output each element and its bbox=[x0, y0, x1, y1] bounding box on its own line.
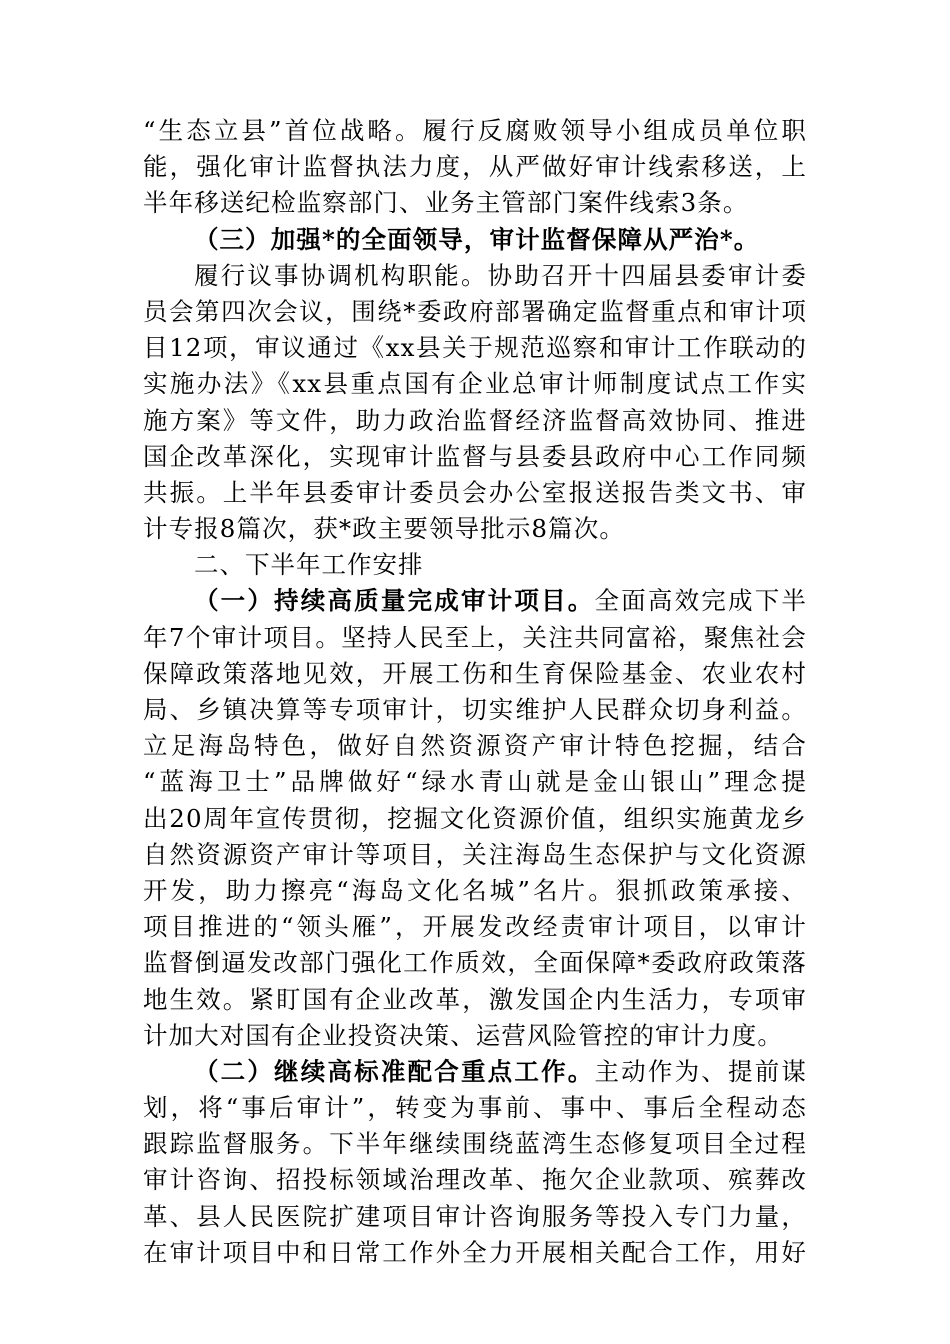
text-line: 履行议事协调机构职能。协助召开十四届县委审计委 bbox=[193, 260, 807, 290]
text-line: 员会第四次会议，围绕*委政府部署确定监督重点和审计项 bbox=[143, 296, 807, 326]
text-line: 局、乡镇决算等专项审计，切实维护人民群众切身利益。 bbox=[143, 695, 807, 724]
subsection-title: （二）继续高标准配合重点工作。 bbox=[193, 1056, 595, 1086]
text-line: 保障政策落地见效，开展工伤和生育保险基金、农业农村 bbox=[143, 658, 807, 688]
text-line: 立足海岛特色，做好自然资源资产审计特色挖掘，结合 bbox=[143, 731, 807, 761]
document-body bbox=[143, 113, 807, 1271]
section-heading: 二、下半年工作安排 bbox=[193, 550, 424, 580]
text-line: 地生效。紧盯国有企业改革，激发国企内生活力，专项审 bbox=[143, 984, 807, 1014]
text-line bbox=[143, 1054, 807, 1090]
text-line: 项目推进的“领头雁”，开展发改经责审计项目，以审计 bbox=[143, 912, 807, 942]
text-line: 半年移送纪检监察部门、业务主管部门案件线索3条。 bbox=[143, 188, 749, 218]
text-line: 跟踪监督服务。下半年继续围绕蓝湾生态修复项目全过程 bbox=[143, 1129, 807, 1159]
text-line: 自然资源资产审计等项目，关注海岛生态保护与文化资源 bbox=[143, 839, 807, 869]
text-line: 在审计项目中和日常工作外全力开展相关配合工作，用好 bbox=[143, 1237, 807, 1267]
text-line: “蓝海卫士”品牌做好“绿水青山就是金山银山”理念提 bbox=[143, 767, 807, 797]
text-line: 实施办法》《xx县重点国有企业总审计师制度试点工作实 bbox=[143, 369, 807, 399]
text-line: 计加大对国有企业投资决策、运营风险管控的审计力度。 bbox=[143, 1020, 783, 1050]
text-line: 审计咨询、招投标领域治理改革、拖欠企业款项、殡葬改 bbox=[143, 1165, 807, 1195]
text-line: 革、县人民医院扩建项目审计咨询服务等投入专门力量， bbox=[143, 1201, 807, 1231]
text-line: 施方案》等文件，助力政治监督经济监督高效协同、推进 bbox=[143, 405, 807, 435]
text-line: 计专报8篇次，获*政主要领导批示8篇次。 bbox=[143, 514, 625, 544]
text-line: 监督倒逼发改部门强化工作质效，全面保障*委政府政策落 bbox=[143, 948, 807, 978]
text-line: 出20周年宣传贯彻，挖掘文化资源价值，组织实施黄龙乡 bbox=[143, 803, 807, 833]
text-line: 能，强化审计监督执法力度，从严做好审计线索移送，上 bbox=[143, 152, 807, 182]
text-line: （三）加强*的全面领导，审计监督保障从严治*。 bbox=[193, 224, 760, 254]
subsection-title: （一）持续高质量完成审计项目。 bbox=[193, 586, 595, 616]
text-line bbox=[143, 583, 807, 619]
subsection-text: 主动作为、提前谋 bbox=[594, 1056, 807, 1086]
text-line: 划，将“事后审计”，转变为事前、事中、事后全程动态 bbox=[143, 1093, 807, 1123]
text-line: 开发，助力擦亮“海岛文化名城”名片。狠抓政策承接、 bbox=[143, 875, 807, 905]
text-line: 国企改革深化，实现审计监督与县委县政府中心工作同频 bbox=[143, 441, 807, 471]
text-line: 年7个审计项目。坚持人民至上，关注共同富裕，聚焦社会 bbox=[143, 622, 807, 652]
subsection-text: 全面高效完成下半 bbox=[594, 586, 807, 616]
text-line: “生态立县”首位战略。履行反腐败领导小组成员单位职 bbox=[143, 116, 807, 145]
text-line: 目12项，审议通过《xx县关于规范巡察和审计工作联动的 bbox=[143, 333, 807, 363]
text-line: 共振。上半年县委审计委员会办公室报送报告类文书、审 bbox=[143, 477, 807, 507]
